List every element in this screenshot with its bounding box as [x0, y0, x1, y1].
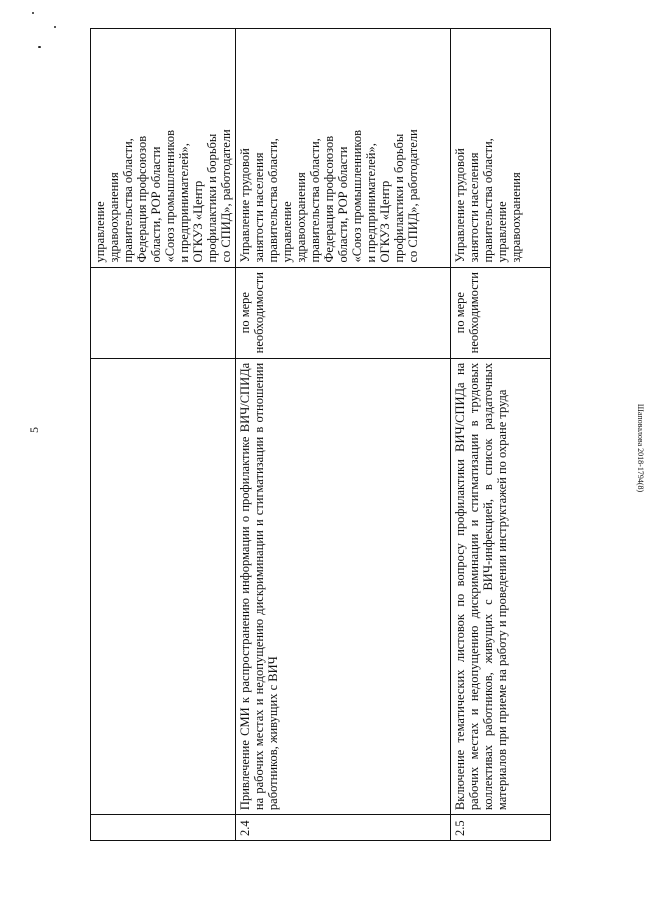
- executor-line: и предпринимателей»,: [177, 143, 191, 263]
- executor-line: здравоохранения: [107, 172, 121, 263]
- executor-line: профилактики и борьбы: [392, 133, 406, 263]
- row-number: [91, 815, 236, 841]
- executor-line: правительства области,: [266, 138, 280, 263]
- measure-description: [91, 358, 236, 814]
- measure-description: Привлечение СМИ к распространению информации о профилактике ВИЧ/СПИДа на рабочих местах и недопущению дискриминации и стигматизации в отношении работников, живущих с ВИЧ: [236, 358, 451, 814]
- executor-line: «Союз промышленников: [350, 129, 364, 263]
- executor-line: со СПИД», работодатели: [219, 129, 233, 263]
- scan-speck: [32, 12, 34, 14]
- measure-description: Включение тематических листовок по вопросу профилактики ВИЧ/СПИДа на рабочих местах и недопущению дискриминации и стигматизации в трудовых коллективах работников, живущих с ВИЧ-инфекцией, в список раздаточных материалов при приеме на работу и проведении инструктажей по охране труда: [451, 358, 551, 814]
- table-frame: [90, 28, 523, 841]
- page-number: 5: [27, 427, 41, 433]
- executor-line: управление: [280, 201, 294, 263]
- executor-line: занятости населения: [252, 152, 266, 263]
- measures-table: [90, 28, 551, 841]
- executor-line: правительства области,: [121, 138, 135, 263]
- executor-line: ОГКУЗ «Центр: [191, 180, 205, 263]
- deadline: по мере необходимости: [451, 267, 551, 358]
- table-row: [236, 29, 451, 841]
- executors: [451, 29, 551, 268]
- document-reference: Шаповалова 2018-1794(8): [636, 403, 645, 493]
- row-number: 2.4: [236, 815, 451, 841]
- executor-line: ОГКУЗ «Центр: [378, 180, 392, 263]
- deadline: по мере необходимости: [236, 267, 451, 358]
- executor-line: Федерация профсоюзов: [135, 135, 149, 263]
- deadline: [91, 267, 236, 358]
- executor-line: здравоохранения: [509, 172, 523, 263]
- executor-line: профилактики и борьбы: [205, 133, 219, 263]
- executor-line: «Союз промышленников: [163, 129, 177, 263]
- executor-line: Управление трудовой: [453, 148, 467, 263]
- executor-line: со СПИД», работодатели: [406, 129, 420, 263]
- executor-line: управление: [495, 201, 509, 263]
- scan-speck: [54, 26, 56, 28]
- scan-speck: [38, 46, 41, 48]
- executor-line: области, РОР области: [149, 146, 163, 263]
- executor-line: управление: [93, 201, 107, 263]
- executors: [236, 29, 451, 268]
- executor-line: здравоохранения: [294, 172, 308, 263]
- table-row: [91, 29, 236, 841]
- executor-line: Управление трудовой: [238, 148, 252, 263]
- executors: [91, 29, 236, 268]
- table-row: [451, 29, 551, 841]
- executor-line: области, РОР области: [336, 146, 350, 263]
- executor-line: и предпринимателей»,: [364, 143, 378, 263]
- executor-line: правительства области,: [308, 138, 322, 263]
- executor-line: занятости населения: [467, 152, 481, 263]
- executor-line: правительства области,: [481, 138, 495, 263]
- row-number: 2.5: [451, 815, 551, 841]
- executor-line: Федерация профсоюзов: [322, 135, 336, 263]
